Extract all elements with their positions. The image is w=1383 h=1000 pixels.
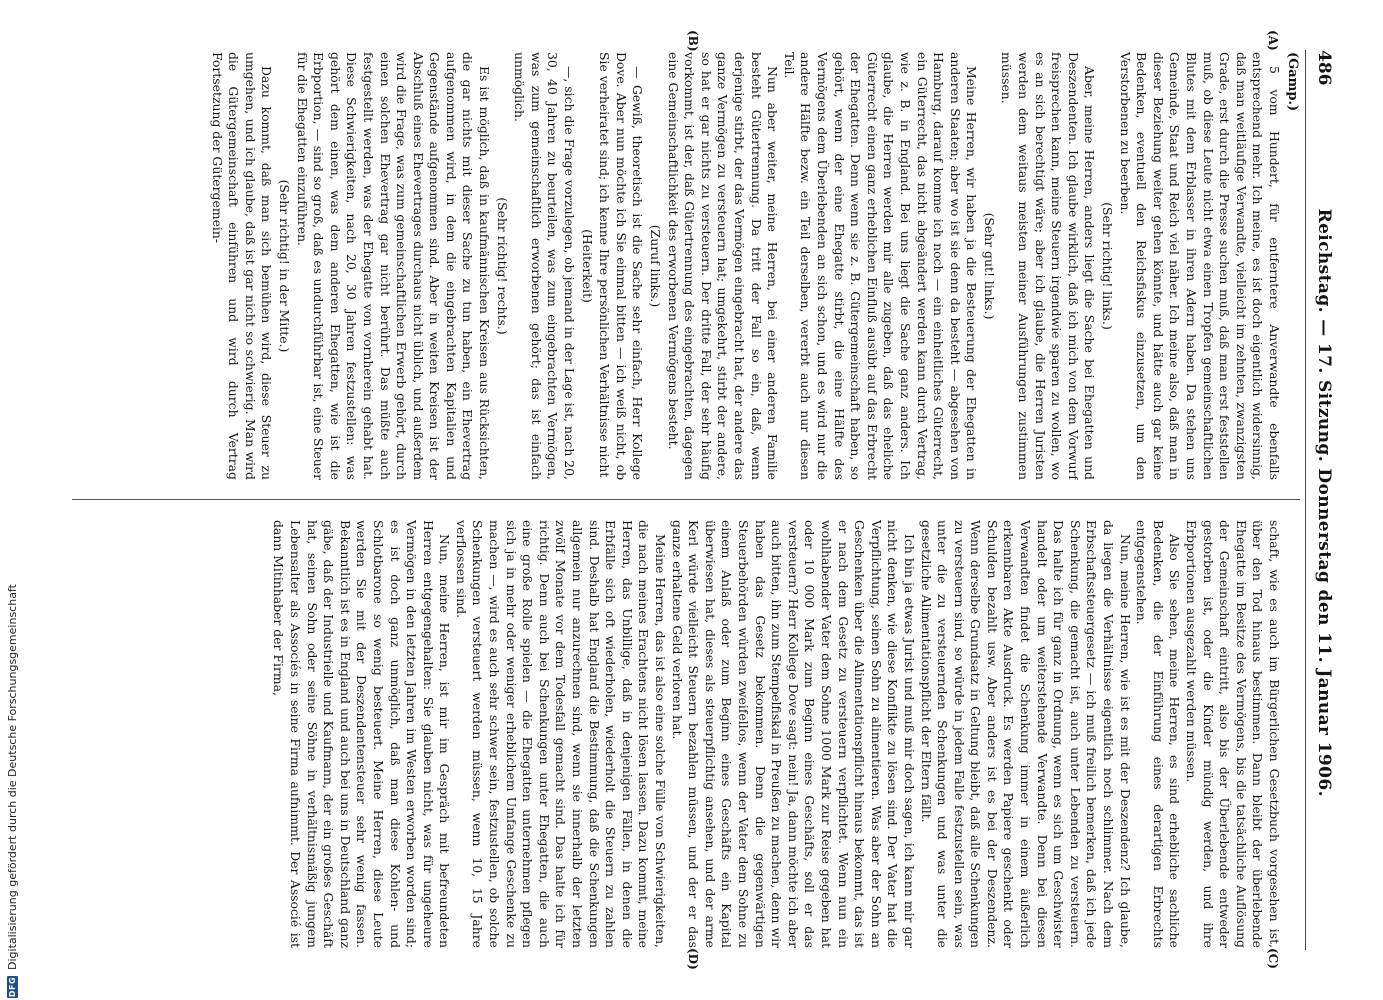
paragraph: Es ist möglich, daß in kaufmännischen Kreisen aus Rücksichten, die gar nichts mit dieser Sache zu tun haben, ein Ehevertrag aufgenommen wird, in dem die eingebrachten Kapitalien und Gegenstände aufgenommen sind. Aber in weiten Kreisen ist der Abschluß eines Ehevertrages durchaus nicht üblich, und außerdem wird die Frage, was zum gemeinschaftlichen Erwerb gehört, durch einen solchen Ehevertrag gar nicht berührt. Das müßte auch festgestellt werden, was der Ehegatte von vornherein gehabt hat. Diese Schwierigkeiten, nach 20, 30 Jahren festzustellen: was gehört dem einen, was dem anderen Ehegatten, wie ist die Erbportion, — sind so groß, daß es undurchführbar ist, eine Steuer für die Ehegatten einzuführen.: [294, 52, 493, 480]
paragraph: Aber, meine Herren, anders liegt die Sache bei Ehegatten und Deszendenten. Ich glaube wirklich, daß ich mich von dem Vorwurf freisprechen kann, meine Steuern irgendwie sparen zu wollen, wo es an sich berechtigt wäre; aber ich glaube, die Herren Juristen werden dem weitaus meisten meiner Ausführungen zustimmen müssen.: [999, 52, 1098, 480]
paragraph: 5 vom Hundert, für entferntere Anverwandte ebenfalls entsprechend mehr. Ich meine, es ist doch eigentlich widersinnig, daß man weitläufige Verwandte, vielleicht im zehnten, zwanzigsten Grade, erst durch die Presse suchen muß, daß man erst feststellen muß, ob diese Leute nicht etwa einen Tropfen gemeinschaftlichen Blutes mit dem Erblasser in ihren Adern haben. Da stehen uns Gemeinde, Staat und Reich viel näher. Ich meine also, daß man in dieser Beziehung weiter gehen könnte, und hätte auch gar keine Bedenken, eventuell den Reichsfiskus einzusetzen, um den Verstorbenen zu beerben.: [1117, 52, 1282, 480]
margin-letter-c: (C): [1266, 948, 1280, 969]
paragraph: Nun, meine Herren, wie ist es mit der Deszendenz? Ich glaube, da liegen die Verhältnisse eigentlich noch schlimmer. Nach dem Erbschaftssteuergesetz — ich muß freilich bemerken, daß ich jede Schenkung, die gemacht ist, auch unter Lebenden zu versteuern. Das halte ich für ganz in Ordnung, wenn es sich um Geschwister handelt oder um weiterstehende Verwandte. Denn bei diesen Verwandten findet die Schenkung immer in einem äußerlich erkennbaren Akte Ausdruck. Es werden Papiere geschenkt oder Schulden bezahlt usw. Aber anders ist es bei der Deszendenz. Wenn derselbe Grundsatz in Geltung bleibt, daß alle Schenkungen zu versteuern sind, so würde in jedem Falle festzustellen sein, was unter die zu versteuernden Schenkungen und was unter die gesetzliche Alimentationspflicht der Eltern fällt.: [918, 520, 1133, 948]
margin-letter-d: (D): [686, 948, 700, 970]
document-page: [60, 30, 1340, 970]
speaker-name: (Gamp.): [1285, 52, 1300, 112]
paragraph: Nun, meine Herren, ist mir im Gespräch mit befreundeten Herren entgegengehalten: Sie glauben nicht, was für ungeheure Vermögen in den letzten Jahren im Westen erworben worden sind; es ist doch ganz unmöglich, daß man diese Kohlen- und Schlotbarone so wenig besteuert. Meine Herren, diese Leute werden Sie mit der Deszendentensteuer sehr wenig fassen. Bekanntlich ist es in England und auch bei uns in Deutschland ganz gäbe, daß der Industrielle und Kaufmann, der ein großes Geschäft hat, seinen Sohn oder seine Söhne in verhältnismäßig jungem Lebensalter als Associés in seine Firma aufnimmt. Der Associé ist dann Mitinhaber der Firma,: [271, 520, 453, 948]
dfg-logo-icon: DFG: [7, 976, 17, 998]
interjection: (Zuruf links.): [648, 224, 664, 308]
credit-text: Digitalisierung gefördert durch die Deutsche Forschungsgemeinschaft: [5, 584, 19, 970]
margin-letter-a: (A): [1266, 30, 1280, 51]
paragraph: Dazu kommt, daß man sich bemühen wird, diese Steuer zu umgehen, und ich glaube, daß ist gar nicht so schwierig. Man wird die Gütergemeinschaft einführen und wird durch Vertrag Fortsetzung der Gütergemein-: [209, 52, 275, 480]
interjection: (Heiterkeit): [579, 229, 595, 303]
margin-letter-b: (B): [686, 30, 700, 52]
interjection: (Sehr richtig! in der Mitte.): [276, 179, 292, 353]
page-number: 486: [1314, 50, 1334, 86]
header-rule: [1305, 50, 1306, 950]
page-title: Reichstag. — 17. Sitzung. Donnerstag den 11. Januar 1906.: [1314, 208, 1334, 797]
paragraph: Ich bin ja etwas Jurist und muß mir doch sagen, ich kann mir gar nicht denken, wie diese Konflikte zu lösen sind. Der Vater hat die Verpflichtung, seinen Sohn zu alimentieren. Was aber der Sohn an Geschenken über die Alimentationspflicht hinaus bekommt, das ist er nach dem Gesetz zu versteuern verpflichtet. Wenn nun ein wohlhabender Vater dem Sohne 1000 Mark zur Reise gegeben hat oder 10 000 Mark zum Beginn eines Geschäfts, soll er das versteuern? Herr Kollege Dove sagt: nein! Ja, dann möchte ich aber auch bitten, ihn zum Stempelfiskal in Preußen zu machen, denn wir haben das Gesetz bekommen. Denn die gegenwärtigen Steuerbehörden würden zweifellos, wenn der Vater dem Sohne zu einem Anlaß oder zum Beginn eines Geschäfts ein Kapital überwiesen hat, dieses als steuerpflichtig ansehen, und der arme Kerl würde vielleicht Steuern bezahlen müssen, und der er das ganze erhaltene Geld verloren hat.: [669, 520, 917, 948]
page-header: [1308, 50, 1340, 950]
column-divider: [72, 499, 1300, 500]
paragraph: Meine Herren, wir haben ja die Besteuerung der Ehegatten in anderen Staaten; aber wo ist sie denn da besteht — abgesehen von Hamburg, darauf komme ich noch — ein einheitliches Güterrecht, ein Güterrecht, das nicht abgeändert werden kann durch Vertrag, wie z. B. in England. Bei uns liegt die Sache ganz anders. Ich glaube, die Herren werden mir alle zugeben, daß das eheliche Güterrecht einen ganz erheblichen Einfluß ausübt auf das Erbrecht der Ehegatten. Denn wenn sie z. B. Gütergemeinschaft haben, so gehört, wenn der eine Ehegatte stirbt, die eine Hälfte des Vermögens dem Überlebenden an sich schon, und es wird nur die andere Hälfte bezw. ein Teil derselben, vererbt auch nur diesen Teil.: [781, 52, 980, 480]
interjection: (Sehr richtig! rechts.): [494, 197, 510, 335]
paragraph: Nun aber weiter, meine Herren, bei einer anderen Familie besteht Gütertrennung. Da tritt der Fall so ein, daß, wenn derjenige stirbt, der das Vermögen eingebracht hat, der andere das ganze Vermögen zu versteuern hat; umgekehrt, stirbt der andere, so hat er gar nichts zu versteuern. Der dritte Fall, der sehr häufig vorkommt, ist der, daß Gütertrennung des eingebrachten, dagegen eine Gemeinschaftlichkeit des erworbenen Vermögens besteht.: [665, 52, 781, 480]
left-text-column: [72, 52, 1282, 480]
paragraph: Also Sie sehen, meine Herren, es sind erhebliche sachliche Bedenken, die der Einführung eines derartigen Erbrechts entgegenstehen.: [1134, 520, 1183, 948]
paragraph: schaft, wie es auch im Bürgerlichen Gesetzbuch vorgesehen ist, über den Tod hinaus bestimmen. Dann bleibt der überlebende Ehegatte im Besitze des Vermögens, bis die tatsächliche Auflösung der Gemeinschaft eintritt, also bis der Überlebende entweder gestorben ist, oder die Kinder mündig werden, und ihre Erbportionen ausgezahlt werden müssen.: [1184, 520, 1282, 948]
paragraph: Meine Herren, das ist also eine solche Fülle von Schwierigkeiten, die nach meines Erachtens nicht lösen lassen. Dazu kommt, meine Herren, das Unbillige, daß in denjenigen Fällen, in denen die Erbfälle sich oft wiederholen, wiederholt die Steuern zu zahlen sind. Deshalb hat England die Bestimmung, daß die Schenkungen allgemein nur anzurechnen sind, wenn sie innerhalb der letzten zwölf Monate vor dem Todesfall gemacht sind. Das halte ich für richtig. Denn auch bei Schenkungen unter Ehegatten, die auch eine große Rolle spielen — die Ehegatten unternehmen pflegen sich ja in mehr oder weniger erheblichem Umfange Geschenke zu machen —, wird es auch sehr schwer sein, festzustellen, ob solche Schenkungen versteuert werden müssen, wenn 10, 15 Jahre verflossen sind.: [453, 520, 669, 948]
paragraph: — Gewiß, theoretisch ist die Sache sehr einfach, Herr Kollege Dove. Aber nun möchte ich Sie einmal bitten — ich weiß nicht, ob Sie verheiratet sind; ich kenne Ihre persönlichen Verhältnisse nicht: [597, 52, 646, 480]
interjection: (Sehr gut! links.): [981, 212, 997, 320]
digitization-credit: [1, 0, 23, 998]
interjection: (Sehr richtig! links.): [1100, 202, 1116, 330]
paragraph: —, sich die Frage vorzulegen, ob jemand in der Lage ist, nach 20, 30, 40 Jahren zu beurteilen, was zum eingebrachten Vermögen, was zum gemeinschaftlich erworbenen gehört; das ist einfach unmöglich.: [512, 52, 578, 480]
scanned-page-region: [60, 30, 1340, 970]
right-text-column: [72, 520, 1282, 948]
